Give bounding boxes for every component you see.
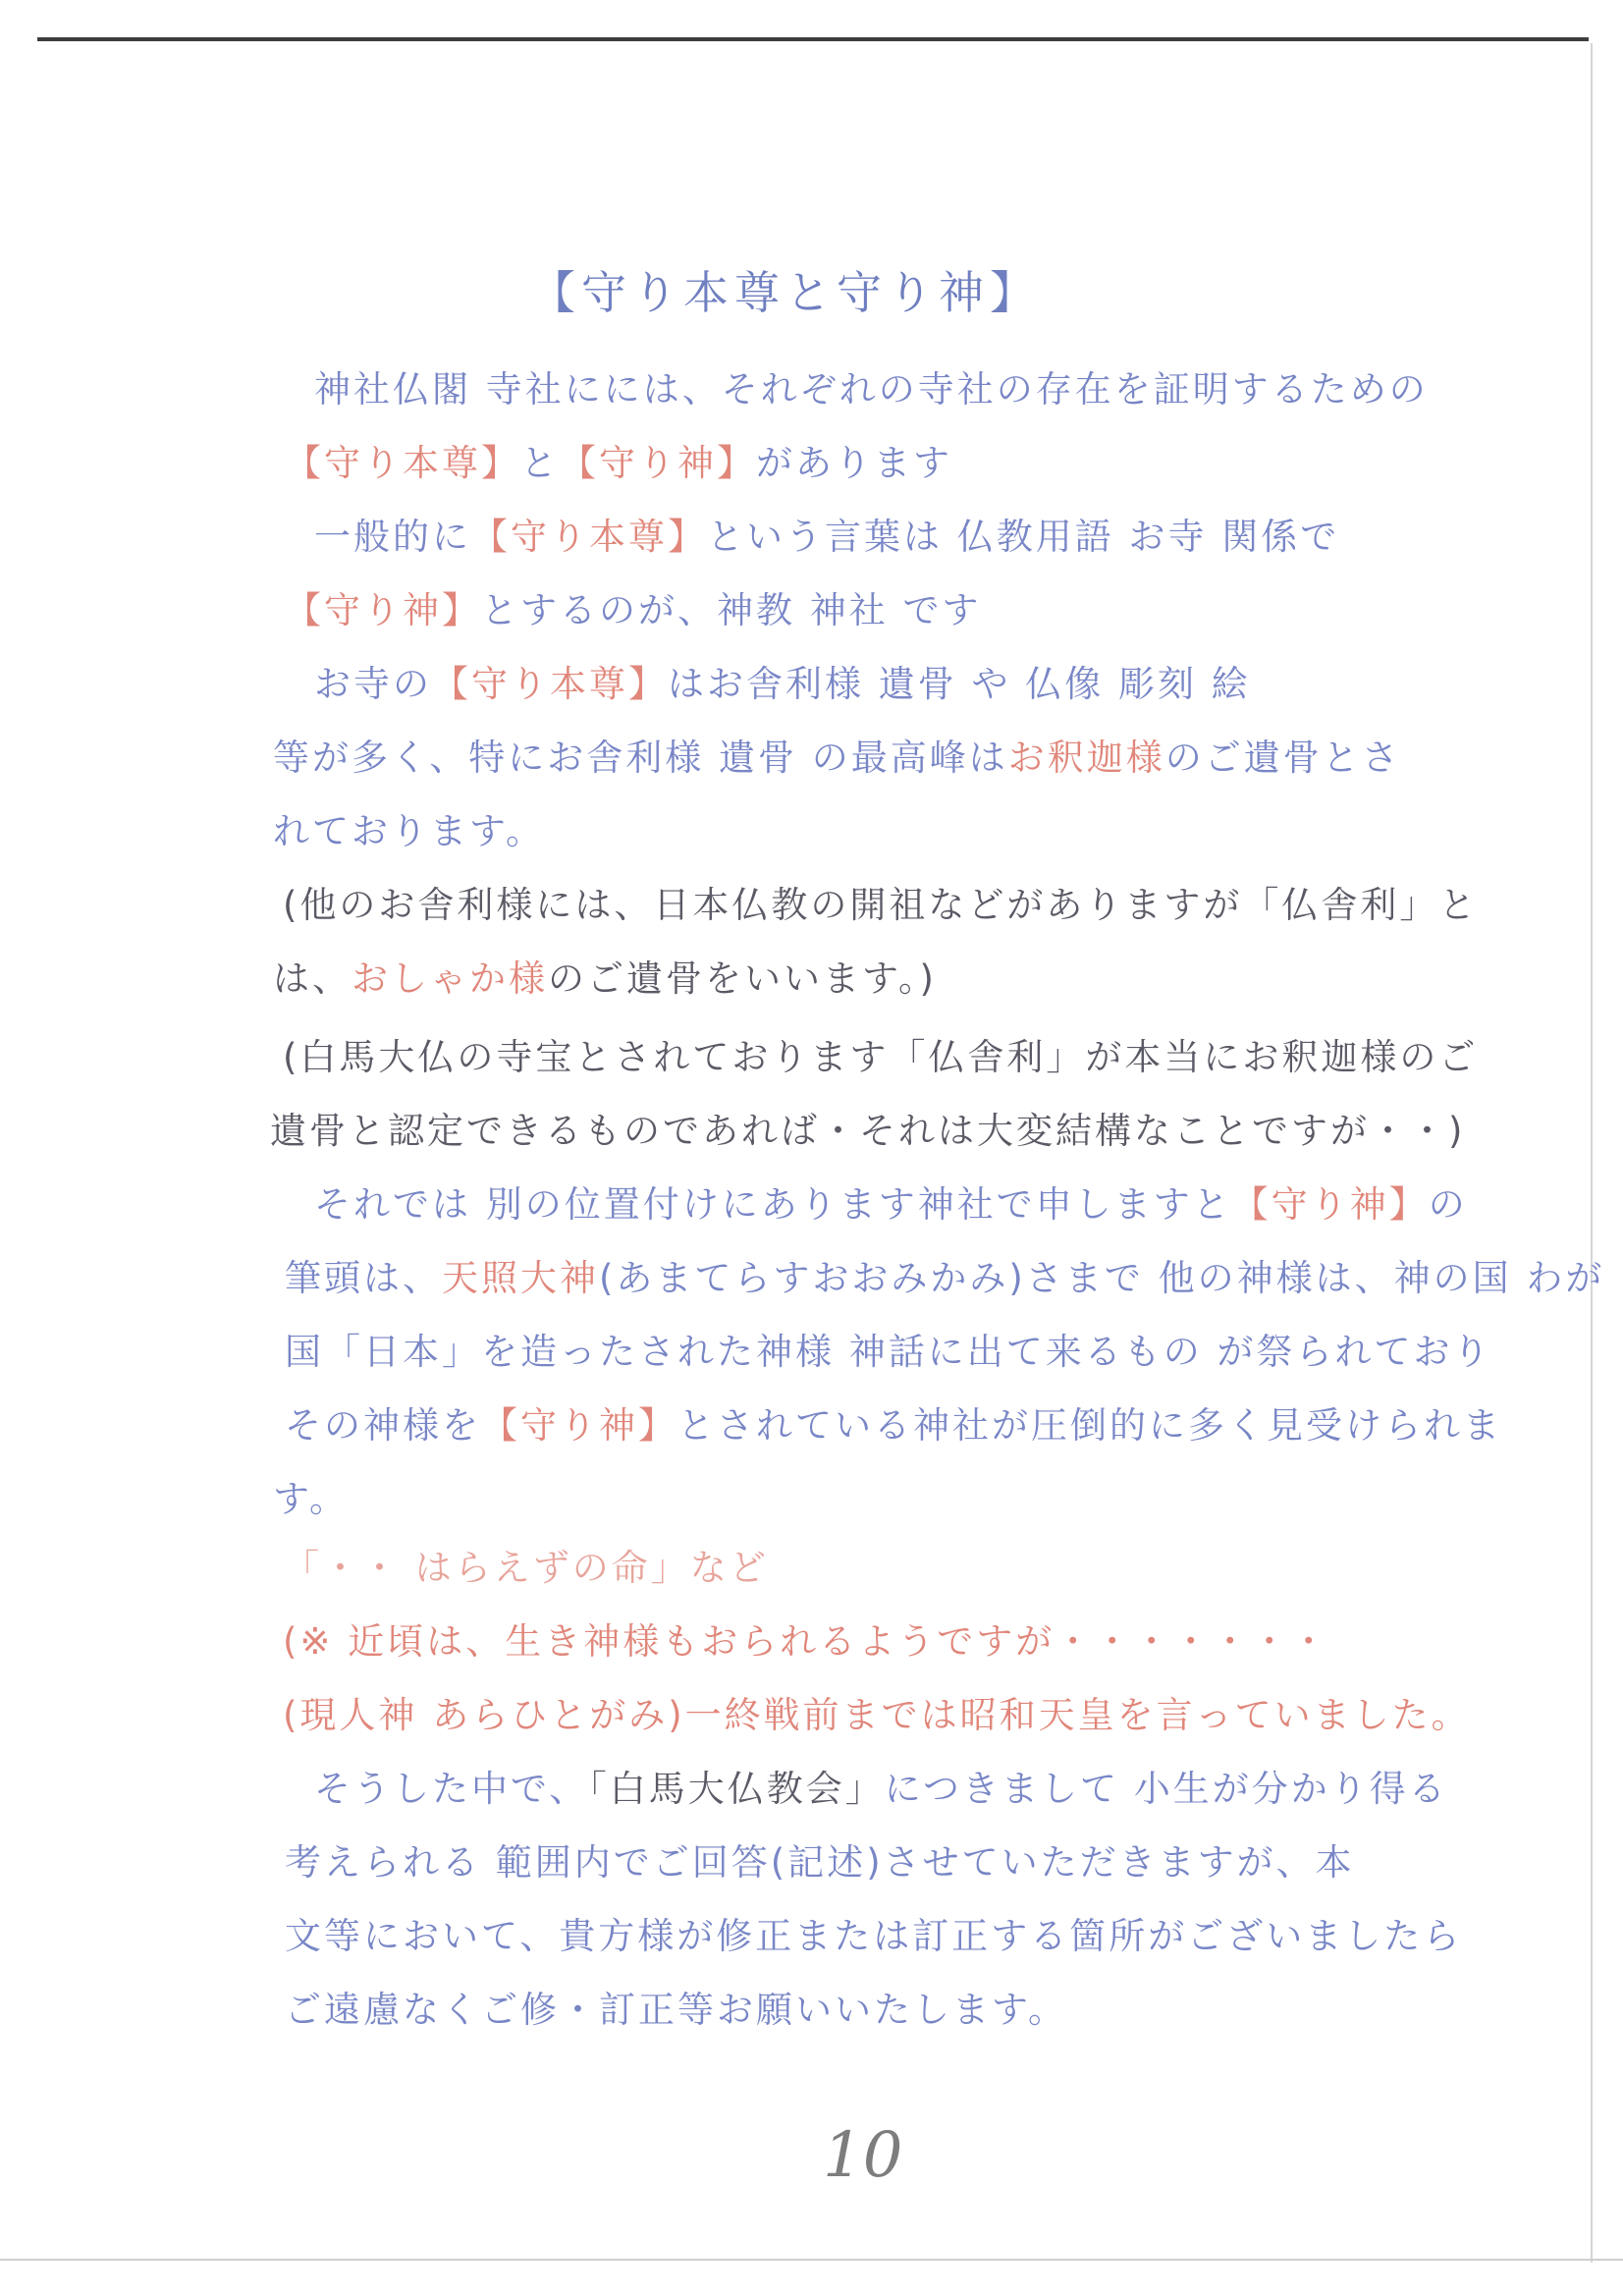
text-line	[314, 368, 1429, 410]
scan-right-edge	[1591, 43, 1593, 2263]
highlighted-text: 【守り神】	[560, 442, 756, 484]
text-line	[314, 663, 1251, 705]
text-segment: その神様を	[285, 1404, 481, 1447]
text-segment: 等が多く、特にお舎利様 遺骨 の最高峰は	[273, 737, 1008, 779]
highlighted-text: お釈迦様	[1007, 737, 1165, 779]
text-segment: とされている神社が圧倒的に多く見受けられま	[677, 1404, 1502, 1447]
text-line	[285, 1841, 1355, 1884]
text-segment: (あまてらすおおみかみ)さまで 他の神様は、神の国 わが	[599, 1257, 1605, 1299]
text-line	[273, 737, 1401, 779]
text-segment: ご遠慮なくご修・訂正等お願いいたします。	[285, 1989, 1068, 2031]
text-line	[270, 1110, 1466, 1152]
text-line	[285, 1989, 1068, 2031]
highlighted-text: (※ 近頃は、生き神様もおられるようですが・・・・・・・	[283, 1620, 1330, 1663]
text-segment: と	[520, 442, 560, 484]
highlighted-text: 【守り神】	[1231, 1183, 1429, 1226]
text-line	[283, 1694, 1471, 1736]
highlighted-text: (現人神 あらひとがみ)一終戦前までは昭和天皇を言っていました。	[283, 1694, 1471, 1736]
top-rule	[37, 37, 1589, 41]
highlighted-text: 【守り本尊】	[432, 663, 668, 705]
text-line	[285, 1257, 1605, 1299]
highlighted-text: 【守り本尊】	[285, 442, 520, 484]
highlighted-text: 【守り本尊】	[471, 516, 707, 558]
scan-bottom-edge	[0, 2259, 1623, 2261]
text-segment: 遺骨と認定できるものであれば・それは大変結構なことですが・・)	[270, 1110, 1466, 1152]
text-line	[314, 1768, 1448, 1810]
page-number: 10	[823, 2119, 903, 2192]
text-segment: 文等において、貴方様が修正または訂正する箇所がございましたら	[285, 1915, 1463, 1957]
text-segment: 国「日本」を造ったされた神様 神話に出て来るもの が祭られており	[285, 1331, 1492, 1373]
page-title: 【守り本尊と守り神】	[530, 266, 1041, 319]
highlighted-text: 【守り神】	[285, 589, 481, 631]
text-segment: は、	[273, 957, 352, 1000]
text-segment: そうした中で、	[314, 1768, 589, 1810]
text-line	[285, 589, 982, 631]
text-segment: 神社仏閣 寺社にには、それぞれの寺社の存在を証明するための	[314, 368, 1429, 410]
text-segment: す。	[273, 1478, 350, 1520]
text-segment: につきまして 小生が分かり得る	[884, 1768, 1448, 1810]
text-line	[285, 442, 952, 484]
text-segment: のご遺骨をいいます。)	[548, 957, 937, 1000]
text-line	[285, 1404, 1502, 1447]
text-line	[283, 1620, 1330, 1663]
text-segment: お寺の	[314, 663, 432, 705]
text-line	[273, 957, 937, 1000]
highlighted-text: 天照大神	[442, 1257, 599, 1299]
text-segment: 「白馬大仏教会」	[588, 1768, 885, 1810]
highlighted-text: 【守り神】	[481, 1404, 677, 1447]
text-segment: という言葉は 仏教用語 お寺 関係で	[707, 516, 1340, 558]
text-line	[314, 516, 1340, 558]
text-line	[283, 1036, 1479, 1078]
highlighted-text: 「・・ はらえずの命」など	[283, 1547, 769, 1589]
text-segment: 考えられる 範囲内でご回答(記述)させていただきますが、本	[285, 1841, 1355, 1884]
text-segment: があります	[756, 442, 952, 484]
text-segment: (他のお舎利様には、日本仏教の開祖などがありますが「仏舎利」と	[283, 884, 1479, 926]
text-segment: とするのが、神教 神社 です	[481, 589, 982, 631]
text-line	[283, 884, 1479, 926]
text-segment: それでは 別の位置付けにあります神社で申しますと	[314, 1183, 1232, 1226]
text-segment: のご遺骨とさ	[1164, 737, 1401, 779]
text-segment: 一般的に	[314, 516, 471, 558]
highlighted-text: おしゃか様	[352, 957, 548, 1000]
text-segment: の	[1428, 1183, 1468, 1226]
text-segment: 筆頭は、	[285, 1257, 442, 1299]
text-line	[283, 1547, 769, 1589]
text-line	[285, 1331, 1492, 1373]
text-segment: れております。	[273, 810, 546, 852]
text-segment: はお舎利様 遺骨 や 仏像 彫刻 絵	[668, 663, 1251, 705]
text-line	[285, 1915, 1463, 1957]
text-segment: (白馬大仏の寺宝とされております「仏舎利」が本当にお釈迦様のご	[283, 1036, 1479, 1078]
text-line	[273, 1478, 350, 1520]
text-line	[273, 810, 546, 852]
text-line	[314, 1183, 1468, 1226]
